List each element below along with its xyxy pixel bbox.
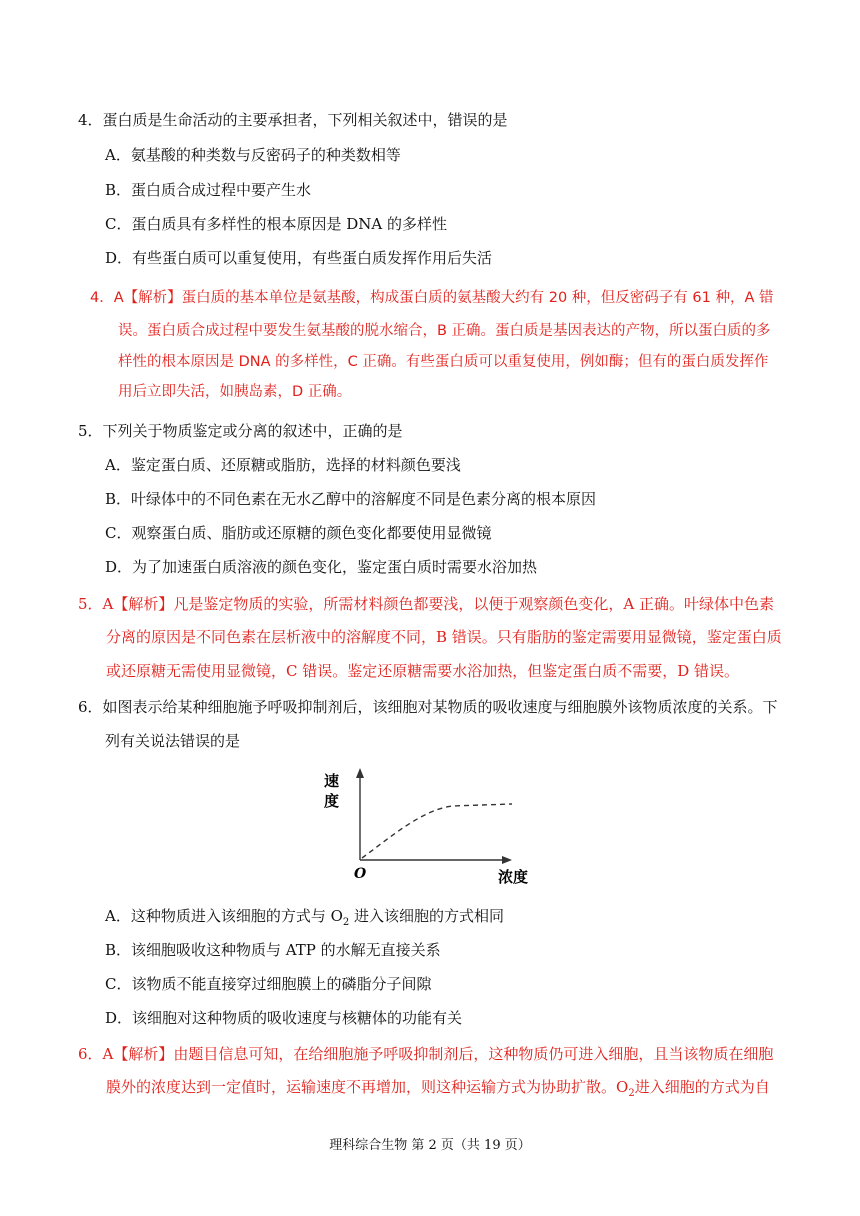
series-line (362, 804, 512, 858)
q4-option-b: B．蛋白质合成过程中要产生水 (105, 181, 312, 199)
speed-concentration-chart (322, 766, 542, 888)
page-footer: 理科综合生物 第 2 页（共 19 页） (329, 1138, 531, 1153)
q4-option-a: A．氨基酸的种类数与反密码子的种类数相等 (105, 146, 401, 164)
q5-option-a: A．鉴定蛋白质、还原糖或脂肪，选择的材料颜色要浅 (105, 456, 461, 474)
q6-stem-line-2: 列有关说法错误的是 (105, 732, 241, 750)
y-axis-label-bottom: 度 (324, 792, 340, 810)
q5-option-b: B．叶绿体中的不同色素在无水乙醇中的溶解度不同是色素分离的根本原因 (105, 490, 597, 508)
q6-option-a: A．这种物质进入该细胞的方式与 $O_2$ 进入该细胞的方式相同 (105, 907, 505, 928)
q6-stem-line-1: 6．如图表示给某种细胞施予呼吸抑制剂后，该细胞对某物质的吸收速度与细胞膜外该物质浓度的关系。下 (78, 698, 778, 716)
q6-answer-line-1: 6．A【解析】由题目信息可知，在给细胞施予呼吸抑制剂后，这种物质仍可进入细胞，且当该物质在细胞 (78, 1045, 774, 1063)
x-axis-arrow (502, 856, 512, 864)
origin-label: O (354, 866, 367, 882)
q5-option-d: D．为了加速蛋白质溶液的颜色变化，鉴定蛋白质时需要水浴加热 (105, 558, 538, 576)
q6-option-d: D．该细胞对这种物质的吸收速度与核糖体的功能有关 (105, 1009, 463, 1027)
q4-answer-line-3: 样性的根本原因是 DNA 的多样性，C 正确。有些蛋白质可以重复使用，例如酶；但有的蛋白质发挥作 (118, 354, 769, 370)
q4-answer-line-2: 误。蛋白质合成过程中要发生氨基酸的脱水缩合，B 正确。蛋白质是基因表达的产物，所以蛋白质的多 (118, 323, 771, 339)
q5-stem: 5．下列关于物质鉴定或分离的叙述中，正确的是 (78, 422, 403, 440)
q4-answer-line-4: 用后立即失活，如胰岛素，D 正确。 (118, 384, 352, 400)
q4-answer-line-1: 4．A【解析】蛋白质的基本单位是氨基酸，构成蛋白质的氨基酸大约有 20 种，但反密码子有 61 种，A 错 (90, 290, 774, 306)
q4-option-d: D．有些蛋白质可以重复使用，有些蛋白质发挥作用后失活 (105, 249, 493, 267)
q6-option-c: C．该物质不能直接穿过细胞膜上的磷脂分子间隙 (105, 975, 432, 993)
q5-answer-line-3: 或还原糖无需使用显微镜，C 错误。鉴定还原糖需要水浴加热，但鉴定蛋白质不需要，D 错误。 (106, 662, 740, 680)
q6-option-b: B．该细胞吸收这种物质与 ATP 的水解无直接关系 (105, 941, 441, 959)
y-axis-arrow (356, 768, 364, 778)
y-axis-label-top: 速 (324, 772, 340, 790)
q5-answer-line-1: 5．A【解析】凡是鉴定物质的实验，所需材料颜色都要浅，以便于观察颜色变化，A 正确。叶绿体中色素 (78, 595, 774, 613)
x-axis-label: 浓度 (498, 868, 529, 886)
q5-answer-line-2: 分离的原因是不同色素在层析液中的溶解度不同，B 错误。只有脂肪的鉴定需要用显微镜，鉴定蛋白质 (106, 628, 782, 646)
q6-answer-line-2: 膜外的浓度达到一定值时，运输速度不再增加，则这种运输方式为协助扩散。$O_2$进入细胞的方式为自 (106, 1078, 770, 1099)
q4-option-c: C．蛋白质具有多样性的根本原因是 DNA 的多样性 (105, 215, 447, 233)
q4-stem: 4．蛋白质是生命活动的主要承担者，下列相关叙述中，错误的是 (78, 111, 508, 129)
q5-option-c: C．观察蛋白质、脂肪或还原糖的颜色变化都要使用显微镜 (105, 524, 492, 542)
